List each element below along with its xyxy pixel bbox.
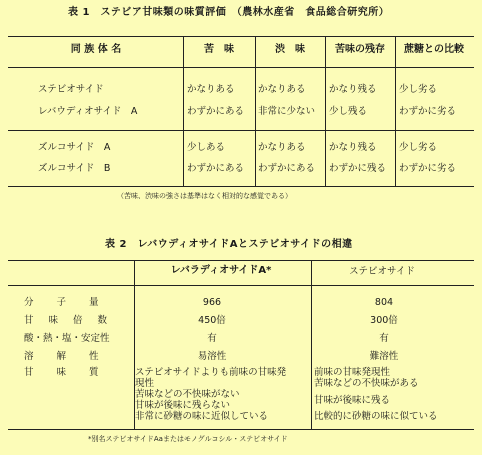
table1-col-divider (183, 36, 184, 186)
table1-top-rule (8, 36, 474, 37)
table-cell-line: 非常に砂糖の味に近似している (135, 411, 269, 422)
table-cell: 難溶性 (369, 351, 399, 362)
table-cell: わずかにある (187, 106, 245, 117)
table1-header-name: 同 族 体 名 (70, 44, 122, 55)
table-cell: 有 (207, 333, 217, 344)
table-row-name: ズルコサイド A (38, 142, 111, 153)
table-cell-line: 甘味が後味に残らない (135, 400, 231, 411)
table-cell: 300倍 (370, 315, 398, 326)
table2-note: *別名ステビオサイドAaまたはモノグルコシル・ステビオサイド (88, 435, 288, 443)
table-cell: 少しある (187, 142, 226, 153)
table2-header-rebaudioside: レバラディオサイドA* (170, 265, 272, 276)
table-cell: わずかに劣る (399, 106, 457, 117)
table-cell: 少し残る (329, 106, 368, 117)
table-cell-line: ステビオサイドよりも前味の甘味発 (135, 367, 287, 378)
table2-row-label: 酸・熱・塩・安定性 (24, 333, 110, 344)
table1-group-rule (8, 130, 474, 131)
table-cell-line: 苦味などの不快味がある (314, 378, 419, 389)
table1-header-aftertaste: 苦味の残存 (335, 44, 385, 55)
table-cell: わずかにある (258, 163, 316, 174)
table2-bottom-rule (8, 429, 474, 430)
table1-header-rule (8, 67, 474, 68)
table-cell-line: 比較的に砂糖の味に似ている (314, 411, 438, 422)
table-cell: かなり残る (329, 142, 377, 153)
table1-col-divider (325, 36, 326, 186)
table-cell-line: 現性 (135, 378, 155, 389)
table-cell: 450倍 (198, 315, 226, 326)
table-cell-line: 前味の甘味発現性 (314, 367, 391, 378)
table1-bottom-rule (8, 186, 474, 187)
table-row-name: ズルコサイド B (38, 163, 111, 174)
table-cell: 少し劣る (399, 142, 438, 153)
table2-col-divider (311, 260, 312, 429)
table-cell: かなり残る (329, 84, 377, 95)
table-cell: 易溶性 (197, 351, 227, 362)
table1-title: 表 1 ステビア甘味類の味質評価 （農林水産省 食品総合研究所） (68, 7, 390, 18)
table-cell: わずかに残る (329, 163, 387, 174)
table1-header-sucrose: 蔗糖との比較 (404, 44, 464, 55)
table2-row-label: 分 子 量 (24, 297, 109, 308)
table2-row-label: 甘 味 質 (24, 367, 109, 378)
table2-header-stevioside: ステビオサイド (349, 266, 415, 277)
table2-header-rule (8, 285, 474, 286)
table-cell: 非常に少ない (258, 106, 316, 117)
table-cell: 804 (374, 297, 394, 308)
table1-col-divider (395, 36, 396, 186)
table-cell: わずかに劣る (399, 163, 457, 174)
table1-header-astringency: 渋 味 (275, 44, 305, 55)
table-cell: かなりある (258, 142, 306, 153)
table2-top-rule (8, 260, 474, 261)
table-cell-line: 甘味が後味に残る (314, 395, 391, 406)
table2-row-label: 甘 味 倍 数 (24, 315, 114, 326)
table2-row-label: 溶 解 性 (24, 351, 109, 362)
table-cell: わずかにある (187, 163, 245, 174)
table-cell: 少し劣る (399, 84, 438, 95)
table-cell: 有 (379, 333, 389, 344)
table-cell-line: 苦味などの不快味がない (135, 389, 240, 400)
table-row-name: レバウディオサイド A (38, 106, 138, 117)
table-cell: かなりある (258, 84, 306, 95)
table1-col-divider (255, 36, 256, 186)
table-cell: 966 (202, 297, 222, 308)
table1-header-bitterness: 苦 味 (204, 44, 234, 55)
table1-note: （苦味、渋味の強さは基準はなく相対的な感覚である） (117, 192, 292, 200)
table2-title: 表 2 レバウディオサイドAとステビオサイドの相違 (105, 239, 353, 250)
table-row-name: ステビオサイド (38, 84, 104, 95)
table-cell: かなりある (187, 84, 235, 95)
